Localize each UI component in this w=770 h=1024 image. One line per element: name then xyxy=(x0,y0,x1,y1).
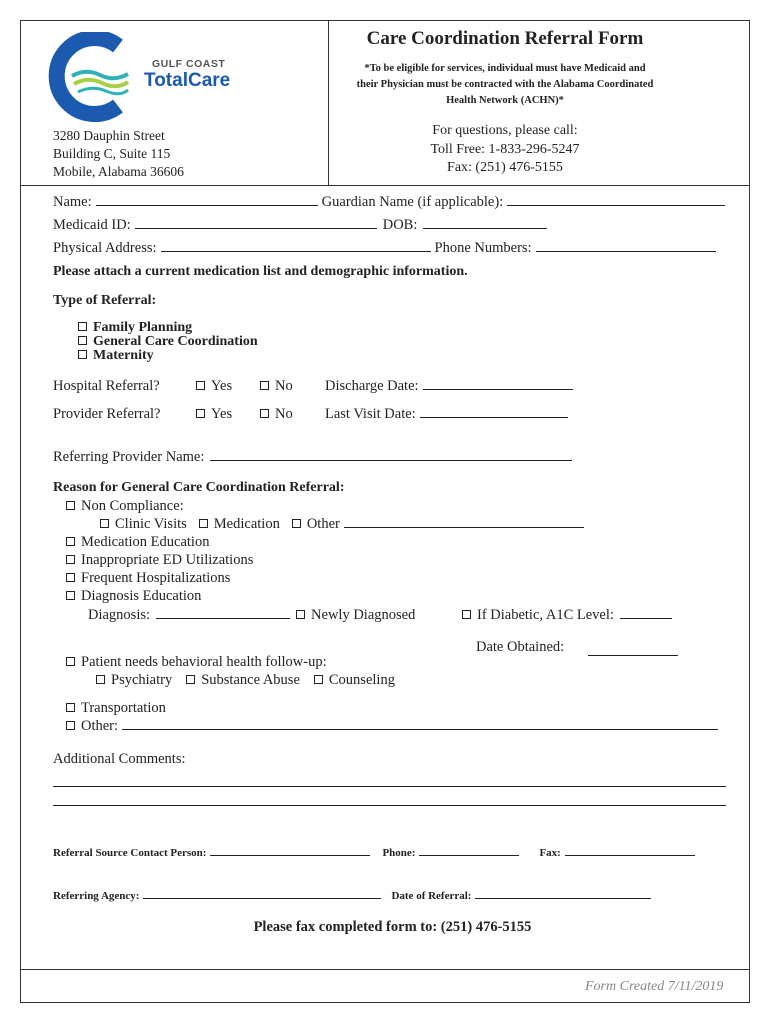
referring-provider-row xyxy=(53,449,572,466)
header-divider-horizontal xyxy=(20,185,750,186)
diagnosis-input[interactable] xyxy=(156,607,290,619)
counseling-option[interactable] xyxy=(314,672,395,689)
behavioral-suboptions xyxy=(96,672,395,689)
referral-type-heading: Type of Referral: xyxy=(53,293,157,308)
yes-label: Yes xyxy=(211,378,233,394)
transportation-option[interactable] xyxy=(66,700,166,717)
other-inline-option[interactable] xyxy=(292,516,340,533)
reason-heading: Reason for General Care Coordination Referral: xyxy=(53,480,345,495)
diagnosis-label: Diagnosis: xyxy=(88,607,151,623)
other-inline-input[interactable] xyxy=(344,516,584,528)
checkbox[interactable] xyxy=(66,555,75,564)
checkbox[interactable] xyxy=(296,610,305,619)
option-label: Patient needs behavioral health follow-up: xyxy=(81,654,327,670)
option-label: Medication Education xyxy=(81,534,210,550)
ed-utilizations-option[interactable] xyxy=(66,552,253,569)
option-label: Other: xyxy=(81,718,119,734)
provider-referral-label: Provider Referral? xyxy=(53,406,161,422)
substance-abuse-option[interactable] xyxy=(186,672,300,689)
referral-option[interactable] xyxy=(78,335,258,349)
checkbox[interactable] xyxy=(66,721,75,730)
address-line: Building C, Suite 115 xyxy=(53,146,171,161)
option-label: Newly Diagnosed xyxy=(311,607,416,623)
checkbox[interactable] xyxy=(66,657,75,666)
option-label: Other xyxy=(306,516,340,532)
checkbox[interactable] xyxy=(66,501,75,510)
phone-numbers-input[interactable] xyxy=(536,240,716,252)
hospital-no-option[interactable] xyxy=(260,378,293,395)
option-label: If Diabetic, A1C Level: xyxy=(477,607,614,623)
phone-numbers-label: Phone Numbers: xyxy=(434,240,532,256)
comments-line[interactable] xyxy=(53,805,726,806)
option-label: Clinic Visits xyxy=(115,516,187,532)
behavioral-health-option[interactable] xyxy=(66,654,327,671)
checkbox[interactable] xyxy=(100,519,109,528)
checkbox[interactable] xyxy=(314,675,323,684)
checkbox[interactable] xyxy=(66,573,75,582)
contact-person-input[interactable] xyxy=(210,846,370,856)
last-visit-input[interactable] xyxy=(420,406,568,418)
clinic-visits-option[interactable] xyxy=(100,516,187,533)
dob-input[interactable] xyxy=(423,217,547,229)
agency-input[interactable] xyxy=(143,889,381,899)
agency-label: Referring Agency: xyxy=(53,890,140,902)
checkbox[interactable] xyxy=(186,675,195,684)
discharge-date-label: Discharge Date: xyxy=(325,378,419,394)
logo xyxy=(48,32,248,122)
provider-no-option[interactable] xyxy=(260,406,293,423)
contact-line: For questions, please call: xyxy=(432,123,578,138)
logo-top-text: GULF COAST xyxy=(152,58,226,70)
attach-note: Please attach a current medication list and demographic information. xyxy=(53,264,468,279)
address-line: Mobile, Alabama 36606 xyxy=(53,164,184,179)
fax-instruction: Please fax completed form to: (251) 476-5155 xyxy=(253,919,532,935)
option-label: Frequent Hospitalizations xyxy=(81,570,231,586)
checkbox[interactable] xyxy=(199,519,208,528)
non-compliance-suboptions xyxy=(100,516,584,533)
page-title: Care Coordination Referral Form xyxy=(366,28,644,49)
hospital-referral-label: Hospital Referral? xyxy=(53,378,160,394)
physical-address-input[interactable] xyxy=(161,240,431,252)
frequent-hospitalizations-option[interactable] xyxy=(66,570,230,587)
address-line: 3280 Dauphin Street xyxy=(53,128,165,143)
checkbox[interactable] xyxy=(78,336,87,345)
checkbox[interactable] xyxy=(462,610,471,619)
diabetic-option[interactable] xyxy=(462,607,614,624)
contact-line: Fax: (251) 476-5155 xyxy=(447,160,563,175)
referring-provider-label: Referring Provider Name: xyxy=(53,449,205,465)
referral-option[interactable] xyxy=(78,321,258,335)
contact-person-label: Referral Source Contact Person: xyxy=(53,847,207,859)
referral-type-options xyxy=(78,321,258,363)
other-input[interactable] xyxy=(122,718,718,730)
medication-education-option[interactable] xyxy=(66,534,209,551)
comments-label: Additional Comments: xyxy=(53,751,186,767)
dob-label: DOB: xyxy=(382,217,418,233)
medicaid-label: Medicaid ID: xyxy=(53,217,131,233)
diabetic-row xyxy=(462,607,672,624)
checkbox[interactable] xyxy=(66,591,75,600)
checkbox[interactable] xyxy=(260,381,269,390)
last-visit-row xyxy=(325,406,568,423)
option-label: Medication xyxy=(213,516,280,532)
footer-divider xyxy=(20,969,750,970)
checkbox[interactable] xyxy=(66,537,75,546)
referring-provider-input[interactable] xyxy=(210,449,572,461)
date-obtained-label: Date Obtained: xyxy=(476,639,565,655)
medicaid-row xyxy=(53,217,547,234)
option-label: Counseling xyxy=(328,672,395,688)
a1c-input[interactable] xyxy=(620,607,672,619)
referral-date-label: Date of Referral: xyxy=(391,890,472,902)
checkbox[interactable] xyxy=(96,675,105,684)
discharge-date-row xyxy=(325,378,573,395)
referral-option-label: Maternity xyxy=(93,348,154,363)
checkbox[interactable] xyxy=(78,322,87,331)
patient-name-row xyxy=(53,194,725,211)
checkbox[interactable] xyxy=(260,409,269,418)
office-address xyxy=(53,127,184,181)
eligibility-line: their Physician must be contracted with the Alabama Coordinated xyxy=(356,79,654,90)
option-label: Transportation xyxy=(81,700,166,716)
psychiatry-option[interactable] xyxy=(96,672,172,689)
fax-label: Fax: xyxy=(539,847,561,859)
contact-info xyxy=(380,122,630,178)
referral-option-label: General Care Coordination xyxy=(93,334,258,349)
other-row xyxy=(66,718,718,735)
eligibility-line: *To be eligible for services, individual must have Medicaid and xyxy=(364,63,646,74)
contact-line: Toll Free: 1-833-296-5247 xyxy=(430,141,580,157)
option-label: Diagnosis Education xyxy=(81,588,202,604)
checkbox[interactable] xyxy=(196,409,205,418)
non-compliance-option[interactable] xyxy=(66,498,184,515)
logo-brand-text: TotalCare xyxy=(144,70,231,91)
medicaid-input[interactable] xyxy=(135,217,377,229)
date-obtained-input[interactable] xyxy=(588,644,678,656)
referral-date-input[interactable] xyxy=(475,889,651,899)
option-label: Non Compliance: xyxy=(81,498,184,514)
provider-yes-option[interactable] xyxy=(196,406,232,423)
name-label: Name: xyxy=(53,194,92,210)
referral-option-label: Family Planning xyxy=(93,320,193,335)
fax-input[interactable] xyxy=(565,846,695,856)
guardian-label: Guardian Name (if applicable): xyxy=(321,194,504,210)
phone-input[interactable] xyxy=(419,846,519,856)
comments-line[interactable] xyxy=(53,786,726,787)
diagnosis-row xyxy=(88,607,415,624)
discharge-date-input[interactable] xyxy=(423,378,573,390)
eligibility-line: Health Network (ACHN)* xyxy=(446,95,564,106)
physical-address-label: Physical Address: xyxy=(53,240,157,256)
checkbox[interactable] xyxy=(196,381,205,390)
phone-label: Phone: xyxy=(382,847,416,859)
address-row xyxy=(53,240,716,257)
agency-row xyxy=(53,889,651,902)
checkbox[interactable] xyxy=(292,519,301,528)
yes-label: Yes xyxy=(211,406,233,422)
checkbox[interactable] xyxy=(66,703,75,712)
option-label: Psychiatry xyxy=(111,672,173,688)
no-label: No xyxy=(275,406,293,422)
referral-option[interactable] xyxy=(78,349,258,363)
contact-person-row xyxy=(53,846,695,859)
checkbox[interactable] xyxy=(78,350,87,359)
medication-option[interactable] xyxy=(199,516,280,533)
form-created-date: Form Created 7/11/2019 xyxy=(585,979,724,994)
last-visit-label: Last Visit Date: xyxy=(325,406,416,422)
name-input[interactable] xyxy=(96,194,318,206)
other-option[interactable] xyxy=(66,718,118,735)
no-label: No xyxy=(275,378,293,394)
diagnosis-education-option[interactable] xyxy=(66,588,201,605)
guardian-input[interactable] xyxy=(507,194,725,206)
option-label: Substance Abuse xyxy=(201,672,300,688)
option-label: Inappropriate ED Utilizations xyxy=(81,552,254,568)
hospital-yes-option[interactable] xyxy=(196,378,232,395)
eligibility-note xyxy=(320,61,690,109)
newly-diagnosed-option[interactable] xyxy=(296,607,415,624)
